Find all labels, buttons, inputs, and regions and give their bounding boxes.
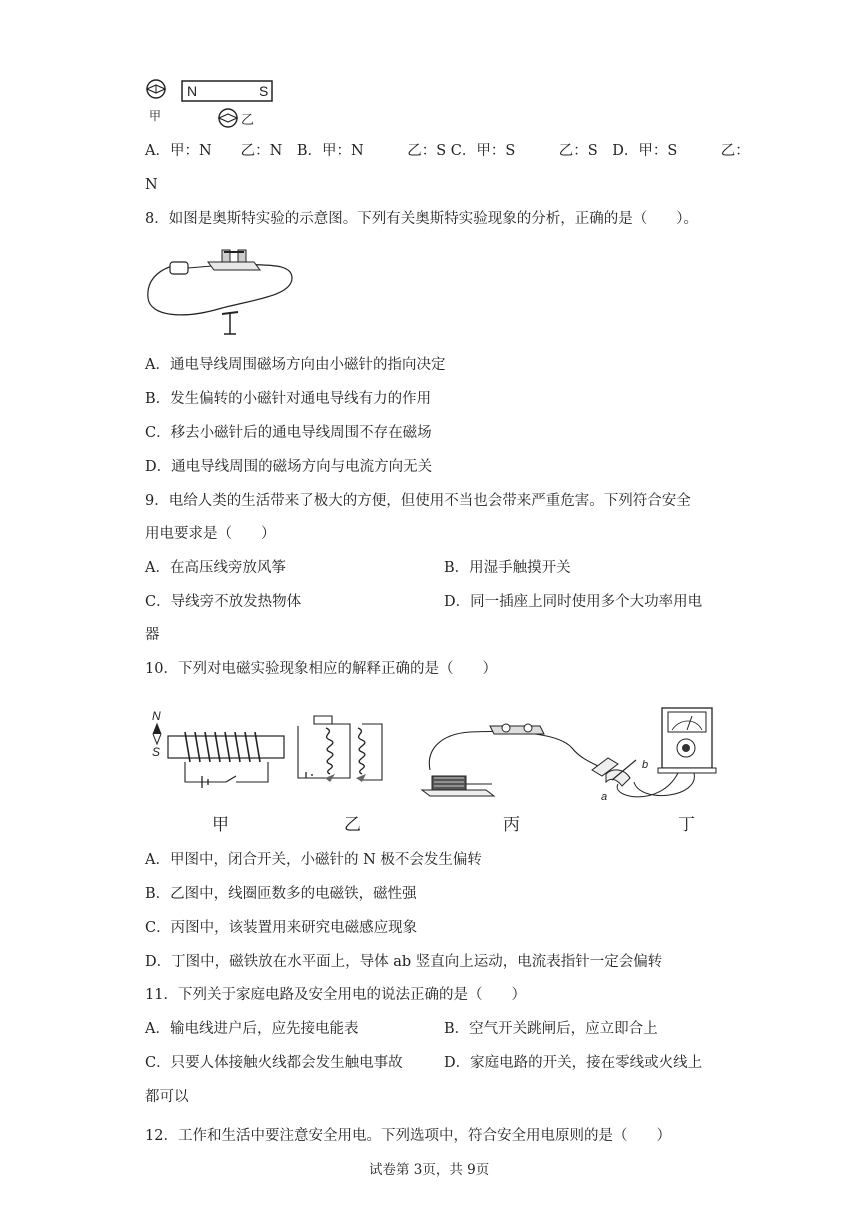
- q10-option-b: B．乙图中，线圈匝数多的电磁铁，磁性强: [145, 886, 417, 902]
- electromagnetism-figures: [140, 698, 730, 843]
- magnet-s-label: S: [259, 83, 269, 99]
- q11-option-a: A．输电线进户后，应先接电能表: [145, 1021, 359, 1037]
- battery: [170, 262, 188, 274]
- q10-stem: 10．下列对电磁实验现象相应的解释正确的是（ ）: [145, 661, 497, 677]
- q11-option-b: B．空气开关跳闸后，应立即合上: [444, 1021, 658, 1037]
- compass-yi-icon: [219, 109, 237, 127]
- label-bing: 丙: [503, 815, 520, 834]
- q9-stem-line1: 9．电给人类的生活带来了极大的方便，但使用不当也会带来严重危害。下列符合安全: [145, 493, 691, 509]
- q7-options-wrap: N: [145, 177, 158, 193]
- label-jia: 甲: [212, 815, 229, 834]
- q8-option-b: B．发生偏转的小磁针对通电导线有力的作用: [145, 391, 432, 407]
- q7-options: A．甲：N 乙：N B．甲：N 乙：S C．甲：S 乙：S D．甲：S 乙：: [145, 143, 750, 159]
- q9-option-b: B．用湿手触摸开关: [444, 560, 571, 576]
- figure-ding: [601, 708, 716, 834]
- magnet-compass-figure: [140, 74, 280, 134]
- q9-option-a: A．在高压线旁放风筝: [145, 560, 286, 576]
- compass-jia-icon: [147, 80, 165, 98]
- q8-option-a: A．通电导线周围磁场方向由小磁针的指向决定: [145, 357, 446, 373]
- q11-option-d-wrap: 都可以: [145, 1089, 189, 1105]
- q11-option-c: C．只要人体接触火线都会发生触电事故: [145, 1055, 403, 1071]
- q9-option-c: C．导线旁不放发热物体: [145, 594, 302, 610]
- q9-stem-line2: 用电要求是（ ）: [145, 526, 276, 542]
- q8-option-c: C．移去小磁针后的通电导线周围不存在磁场: [145, 425, 432, 441]
- label-b: b: [642, 759, 649, 771]
- q10-option-d: D．丁图中，磁铁放在水平面上，导体 ab 竖直向上运动，电流表指针一定会偏转: [145, 954, 663, 970]
- page-footer: 试卷第 3页，共 9页: [369, 1162, 490, 1178]
- q10-option-a: A．甲图中，闭合开关，小磁针的 N 极不会发生偏转: [145, 852, 482, 868]
- q9-option-d: D．同一插座上同时使用多个大功率用电: [444, 594, 703, 610]
- magnet-n-label: N: [187, 83, 198, 99]
- q10-option-c: C．丙图中，该装置用来研究电磁感应现象: [145, 920, 418, 936]
- q12-stem: 12．工作和生活中要注意安全用电。下列选项中，符合安全用电原则的是（ ）: [145, 1128, 671, 1144]
- q11-stem: 11．下列关于家庭电路及安全用电的说法正确的是（ ）: [145, 987, 526, 1003]
- label-yi: 乙: [241, 112, 255, 127]
- figure-jia: [152, 709, 284, 834]
- needle-n-label: N: [152, 709, 161, 723]
- q8-stem: 8．如图是奥斯特实验的示意图。下列有关奥斯特实验现象的分析，正确的是（ ）。: [145, 211, 698, 227]
- compass-needle-icon: [222, 312, 238, 314]
- figure-bing: [422, 724, 618, 834]
- q11-option-d: D．家庭电路的开关，接在零线或火线上: [444, 1055, 703, 1071]
- oersted-experiment-figure: [142, 238, 294, 338]
- q8-option-d: D．通电导线周围的磁场方向与电流方向无关: [145, 459, 433, 475]
- needle-s-label: S: [152, 745, 161, 759]
- label-a: a: [601, 791, 608, 803]
- label-jia: 甲: [149, 109, 162, 123]
- label-ding: 丁: [678, 815, 695, 834]
- label-yi: 乙: [344, 815, 361, 834]
- figure-yi: [298, 716, 382, 834]
- q9-option-d-wrap: 器: [145, 627, 160, 643]
